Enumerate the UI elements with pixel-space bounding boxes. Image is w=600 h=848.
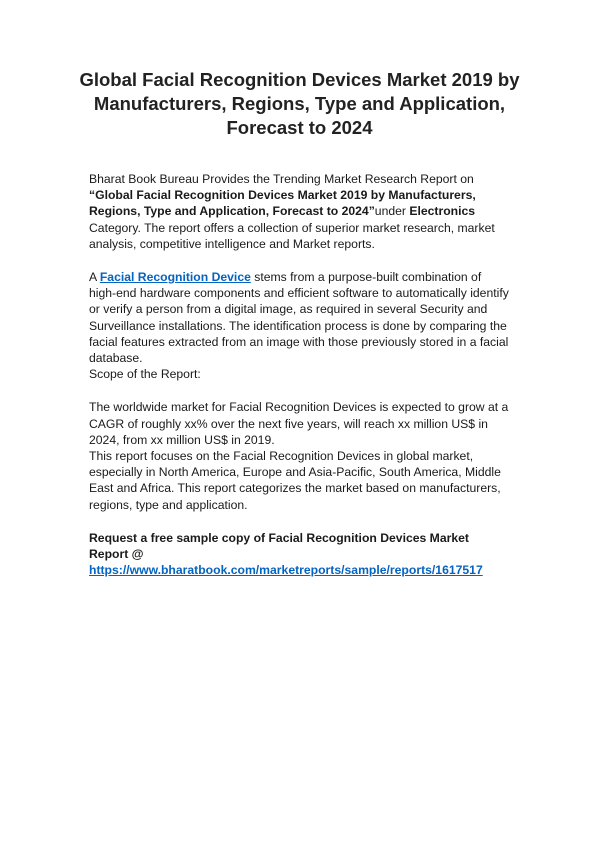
intro-under: under <box>374 204 410 219</box>
intro-lead: Bharat Book Bureau Provides the Trending Market Research Report on <box>89 172 474 186</box>
cta-text: Request a free sample copy of Facial Recognition Devices Market Report @ <box>89 530 469 562</box>
facial-recognition-device-link[interactable]: Facial Recognition Device <box>99 270 251 285</box>
market-growth: The worldwide market for Facial Recognition Devices is expected to grow at a CAGR of roughly xx% over the next five years, will reach xx million US$ in 2024, from xx million US$ in 2019. <box>89 400 509 447</box>
title-line-3: Forecast to 2024 <box>226 117 373 138</box>
title-line-2: Manufacturers, Regions, Type and Application, <box>93 93 506 114</box>
intro-report-title: “Global Facial Recognition Devices Market 2019 by Manufacturers, Regions, Type and Application, Forecast to 2024” <box>89 188 476 219</box>
intro-paragraph <box>89 171 510 252</box>
definition-text: stems from a purpose-built combination of high-end hardware components and efficient software to automatically identify or verify a person from a digital image, as required in several Security and Surveillance installations. The identification process is done by comparing the facial features extracted from an image with those previously stored in a facial database. <box>89 270 509 366</box>
definition-article: A <box>89 270 100 285</box>
sample-report-link[interactable]: https://www.bharatbook.com/marketreports/sample/reports/1617517 <box>89 563 483 578</box>
market-focus: This report focuses on the Facial Recognition Devices in global market, especially in North America, Europe and Asia-Pacific, South America, Middle East and Africa. This report categorizes the market based on manufacturers, regions, type and application. <box>89 449 501 512</box>
intro-category: Electronics <box>409 204 476 219</box>
scope-heading: Scope of the Report: <box>89 367 201 382</box>
market-paragraph <box>89 399 510 512</box>
cta-paragraph <box>89 530 510 579</box>
title-line-1: Global Facial Recognition Devices Market 2019 by <box>79 69 520 90</box>
intro-tail: Category. The report offers a collection of superior market research, market analysis, competitive intelligence and Market reports. <box>89 220 495 251</box>
definition-paragraph <box>89 269 510 382</box>
document-title <box>75 68 524 140</box>
